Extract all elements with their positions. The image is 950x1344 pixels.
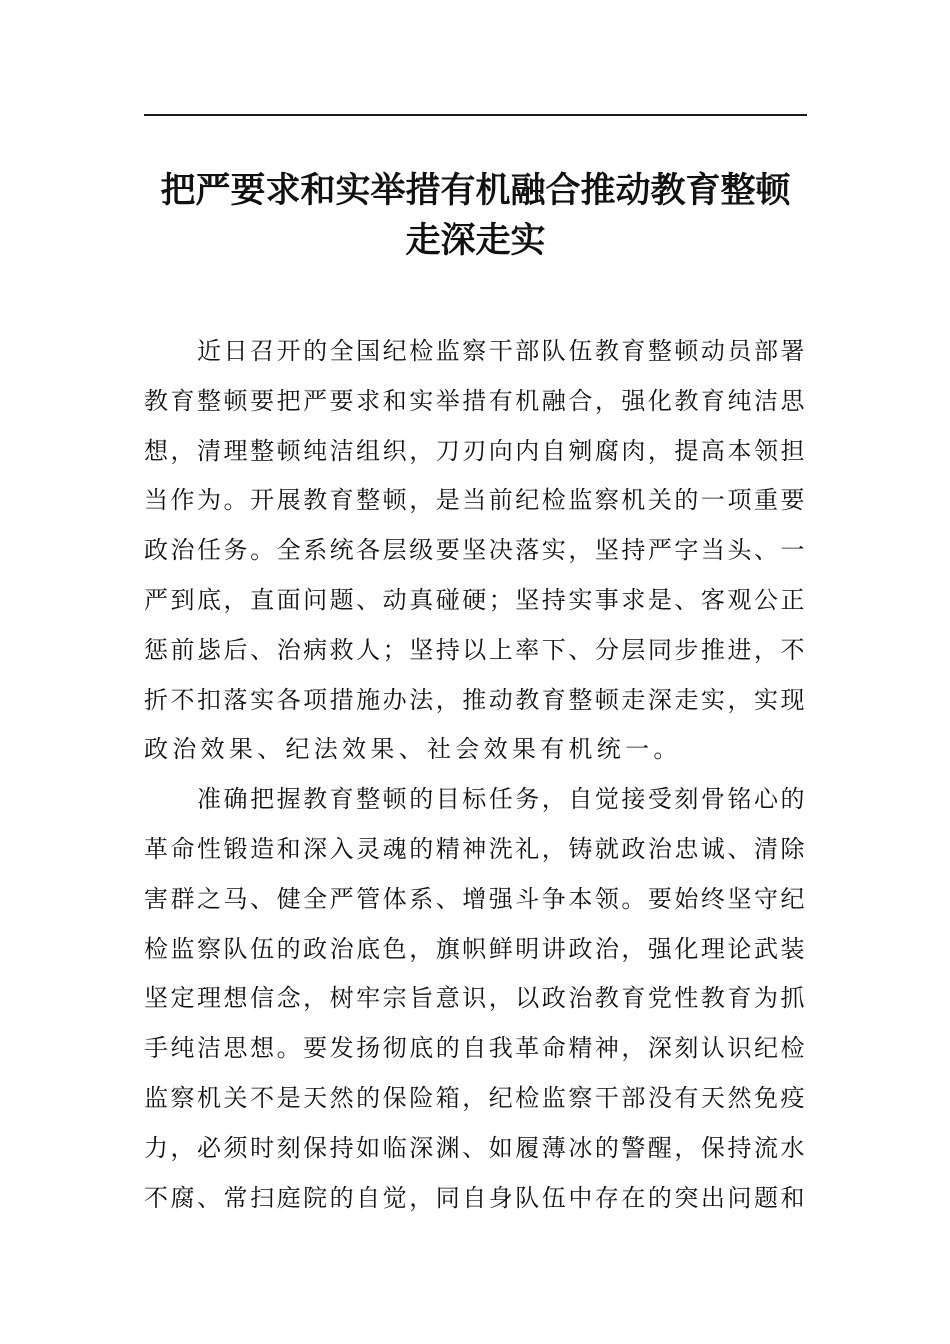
document-body	[144, 327, 807, 1223]
text-line: 力，必须时刻保持如临深渊、如履薄冰的警醒，保持流水	[144, 1133, 807, 1162]
text-line: 准确把握教育整顿的目标任务，自觉接受刻骨铭心的	[144, 785, 807, 814]
title-line-1: 把严要求和实举措有机融合推动教育整顿	[160, 170, 791, 211]
text-line: 不腐、常扫庭院的自觉，同自身队伍中存在的突出问题和	[144, 1183, 807, 1212]
text-line: 严到底，直面问题、动真碰硬；坚持实事求是、客观公正	[144, 585, 807, 614]
paragraph-2	[144, 775, 807, 1223]
text-line: 折不扣落实各项措施办法，推动教育整顿走深走实，实现	[144, 685, 807, 714]
text-line: 害群之马、健全严管体系、增强斗争本领。要始终坚守纪	[144, 884, 807, 913]
text-line: 近日召开的全国纪检监察干部队伍教育整顿动员部署	[144, 337, 807, 365]
document-title	[144, 166, 807, 266]
text-line: 惩前毖后、治病救人；坚持以上率下、分层同步推进，不	[144, 635, 807, 664]
text-line: 政治任务。全系统各层级要坚决落实，坚持严字当头、一	[144, 536, 807, 565]
header-rule	[144, 114, 807, 116]
text-line: 手纯洁思想。要发扬彻底的自我革命精神，深刻认识纪检	[144, 1034, 807, 1063]
text-line: 坚定理想信念，树牢宗旨意识，以政治教育党性教育为抓	[144, 984, 807, 1013]
text-line: 当作为。开展教育整顿，是当前纪检监察机关的一项重要	[144, 486, 807, 515]
text-line: 想，清理整顿纯洁组织，刀刃向内自剜腐肉，提高本领担	[144, 436, 807, 465]
title-line-2: 走深走实	[405, 220, 546, 261]
paragraph-1	[144, 327, 807, 775]
text-line: 政治效果、纪法效果、社会效果有机统一。	[144, 735, 682, 764]
text-line: 教育整顿要把严要求和实举措有机融合，强化教育纯洁思	[144, 386, 807, 415]
text-line: 革命性锻造和深入灵魂的精神洗礼，铸就政治忠诚、清除	[144, 834, 807, 863]
text-line: 监察机关不是天然的保险箱，纪检监察干部没有天然免疫	[144, 1083, 807, 1112]
text-line: 检监察队伍的政治底色，旗帜鲜明讲政治，强化理论武装	[144, 934, 807, 963]
